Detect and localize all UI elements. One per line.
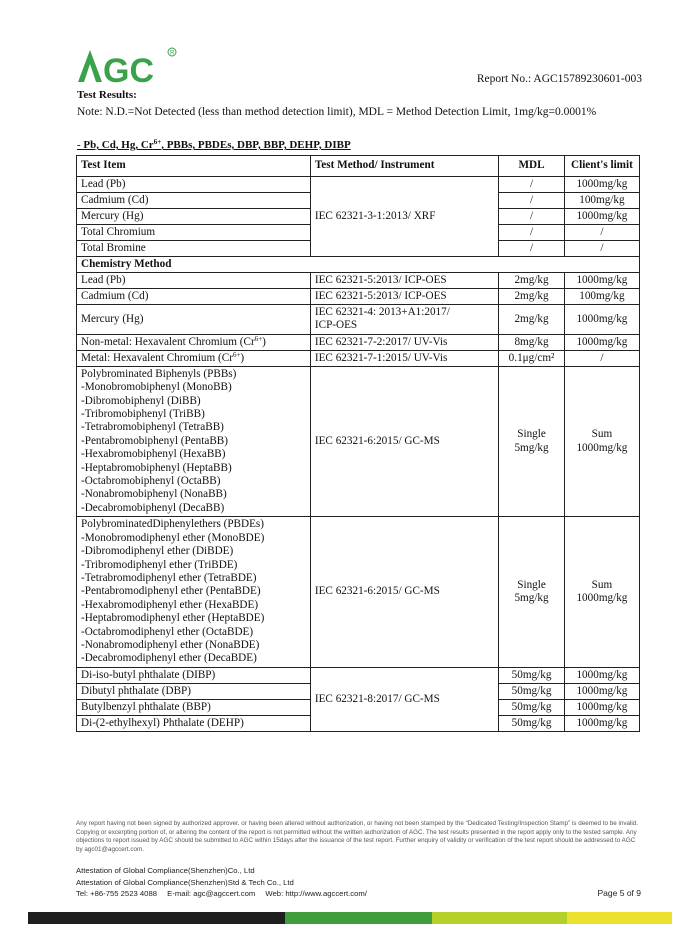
test-item: Lead (Pb): [77, 273, 311, 289]
color-bar-lime: [432, 912, 567, 924]
limit-value: /: [564, 350, 639, 366]
test-method: IEC 62321-7-1:2015/ UV-Vis: [310, 350, 498, 366]
header-mdl: MDL: [499, 156, 565, 177]
color-bar-dark: [28, 912, 285, 924]
test-item: Polybrominated Biphenyls (PBBs) -Monobromobiphenyl (MonoBB) -Dibromobiphenyl (DiBB) -Tribromobiphenyl (TriBB) -Tetrabromobiphenyl (TetraBB) -Pentabromobiphenyl (PentaBB) -Hexabromobiphenyl (HexaBB) -Heptabromobiphenyl (HeptaBB) -Octabromobiphenyl (OctaBB) -Nonabromobiphenyl (NonaBB) -Decabromobiphenyl (DecaBB): [77, 366, 311, 516]
mdl-value: /: [499, 209, 565, 225]
limit-value: Sum 1000mg/kg: [564, 517, 639, 667]
test-item: Dibutyl phthalate (DBP): [77, 683, 311, 699]
note-text: Note: N.D.=Not Detected (less than method detection limit), MDL = Method Detection Limit, 1mg/kg=0.0001%: [77, 106, 597, 118]
test-item: Metal: Hexavalent Chromium $(Cr^{6+})$: [77, 350, 311, 366]
limit-value: 1000mg/kg: [564, 273, 639, 289]
mdl-value: Single 5mg/kg: [499, 366, 565, 516]
table-header-row: [77, 156, 640, 177]
mdl-value: 50mg/kg: [499, 683, 565, 699]
mdl-value: 8mg/kg: [499, 334, 565, 350]
test-item: Non-metal: Hexavalent Chromium $(Cr^{6+})$: [77, 334, 311, 350]
test-item: Cadmium (Cd): [77, 193, 311, 209]
table-row: [77, 273, 640, 289]
limit-value: 100mg/kg: [564, 193, 639, 209]
footer-company-2: Attestation of Global Compliance(Shenzhen)Std & Tech Co., Ltd: [76, 878, 294, 887]
limit-value: 1000mg/kg: [564, 177, 639, 193]
limit-value: 1000mg/kg: [564, 305, 639, 335]
limit-value: 1000mg/kg: [564, 715, 639, 731]
limit-value: 1000mg/kg: [564, 334, 639, 350]
page-number: Page 5 of 9: [597, 888, 641, 898]
mdl-value: /: [499, 193, 565, 209]
table-row: [77, 350, 640, 366]
chemistry-method-label: Chemistry Method: [77, 257, 640, 273]
footer-email: E-mail: agc@agccert.com: [167, 889, 256, 898]
test-item: Di-(2-ethylhexyl) Phthalate (DEHP): [77, 715, 311, 731]
limit-value: 1000mg/kg: [564, 209, 639, 225]
limit-value: 1000mg/kg: [564, 683, 639, 699]
footer-disclaimer: Any report having not been signed by authorized approver, or having been altered without authorization, or having not been stamped by the “Dedicated Testing/Inspection Stamp” is deemed to be invalid. Copying or excerpting portion of, or altering the content of the report is not permitted without the written authorization of AGC. The test results presented in the report apply only to the tested sample. Any objections to report issued by AGC should be submitted to AGC within 15days after the issuance of the test report. Further enquiry of validity or verification of the test report should be addressed to AGC by agc01@agccert.com.: [76, 820, 639, 853]
table-group-row: [77, 257, 640, 273]
footer-color-bar: [28, 912, 672, 924]
limit-value: Sum 1000mg/kg: [564, 366, 639, 516]
footer-web: Web: http://www.agccert.com/: [265, 889, 367, 898]
mdl-value: 50mg/kg: [499, 699, 565, 715]
test-item: Lead (Pb): [77, 177, 311, 193]
mdl-value: 50mg/kg: [499, 667, 565, 683]
mdl-value: 50mg/kg: [499, 715, 565, 731]
header-test-item: Test Item: [77, 156, 311, 177]
test-method: IEC 62321-8:2017/ GC-MS: [310, 667, 498, 731]
limit-value: /: [564, 241, 639, 257]
test-method: IEC 62321-7-2:2017/ UV-Vis: [310, 334, 498, 350]
test-method: IEC 62321-6:2015/ GC-MS: [310, 366, 498, 516]
test-item: Di-iso-butyl phthalate (DIBP): [77, 667, 311, 683]
test-item: Mercury (Hg): [77, 305, 311, 335]
mdl-value: 0.1μg/cm²: [499, 350, 565, 366]
test-method: IEC 62321-5:2013/ ICP-OES: [310, 289, 498, 305]
table-row: [77, 289, 640, 305]
color-bar-green: [285, 912, 432, 924]
report-number: Report No.: AGC15789230601-003: [476, 73, 642, 85]
table-row: [77, 366, 640, 516]
limit-value: 1000mg/kg: [564, 667, 639, 683]
agc-logo: [76, 44, 186, 90]
results-table: [76, 155, 640, 732]
test-item: Total Bromine: [77, 241, 311, 257]
table-row: [77, 667, 640, 683]
mdl-value: Single 5mg/kg: [499, 517, 565, 667]
header-test-method: Test Method/ Instrument: [310, 156, 498, 177]
test-item: Cadmium (Cd): [77, 289, 311, 305]
mdl-value: 2mg/kg: [499, 305, 565, 335]
limit-value: 100mg/kg: [564, 289, 639, 305]
test-item: Total Chromium: [77, 225, 311, 241]
table-row: [77, 305, 640, 335]
test-item: Butylbenzyl phthalate (BBP): [77, 699, 311, 715]
svg-text:R: R: [170, 50, 175, 57]
mdl-value: 2mg/kg: [499, 273, 565, 289]
footer-tel: Tel: +86-755 2523 4088: [76, 889, 157, 898]
mdl-value: /: [499, 177, 565, 193]
mdl-value: /: [499, 241, 565, 257]
table-row: [77, 517, 640, 667]
test-method: IEC 62321-6:2015/ GC-MS: [310, 517, 498, 667]
svg-text:GC: GC: [103, 52, 154, 90]
footer-company-1: Attestation of Global Compliance(Shenzhen)Co., Ltd: [76, 866, 255, 875]
mdl-value: 2mg/kg: [499, 289, 565, 305]
section-title: - Pb, Cd, Hg, $Cr^{6+}$, PBBs, PBDEs, DBP, BBP, DEHP, DIBP: [77, 138, 351, 151]
test-method: IEC 62321-5:2013/ ICP-OES: [310, 273, 498, 289]
mdl-value: /: [499, 225, 565, 241]
table-row: [77, 334, 640, 350]
test-results-label: Test Results:: [77, 89, 137, 101]
table-row: [77, 177, 640, 193]
test-item: PolybrominatedDiphenylethers (PBDEs) -Monobromodiphenyl ether (MonoBDE) -Dibromodiphenyl ether (DiBDE) -Tribromodiphenyl ether (TriBDE) -Tetrabromodiphenyl ether (TetraBDE) -Pentabromodiphenyl ether (PentaBDE) -Hexabromodiphenyl ether (HexaBDE) -Heptabromodiphenyl ether (HeptaBDE) -Octabromodiphenyl ether (OctaBDE) -Nonabromodiphenyl ether (NonaBDE) -Decabromodiphenyl ether (DecaBDE): [77, 517, 311, 667]
limit-value: 1000mg/kg: [564, 699, 639, 715]
header-client-limit: Client's limit: [564, 156, 639, 177]
test-method: IEC 62321-3-1:2013/ XRF: [310, 177, 498, 257]
test-item: Mercury (Hg): [77, 209, 311, 225]
color-bar-yellow: [567, 912, 672, 924]
test-method: IEC 62321-4: 2013+A1:2017/ ICP-OES: [310, 305, 498, 335]
footer-contact: [76, 889, 375, 898]
limit-value: /: [564, 225, 639, 241]
